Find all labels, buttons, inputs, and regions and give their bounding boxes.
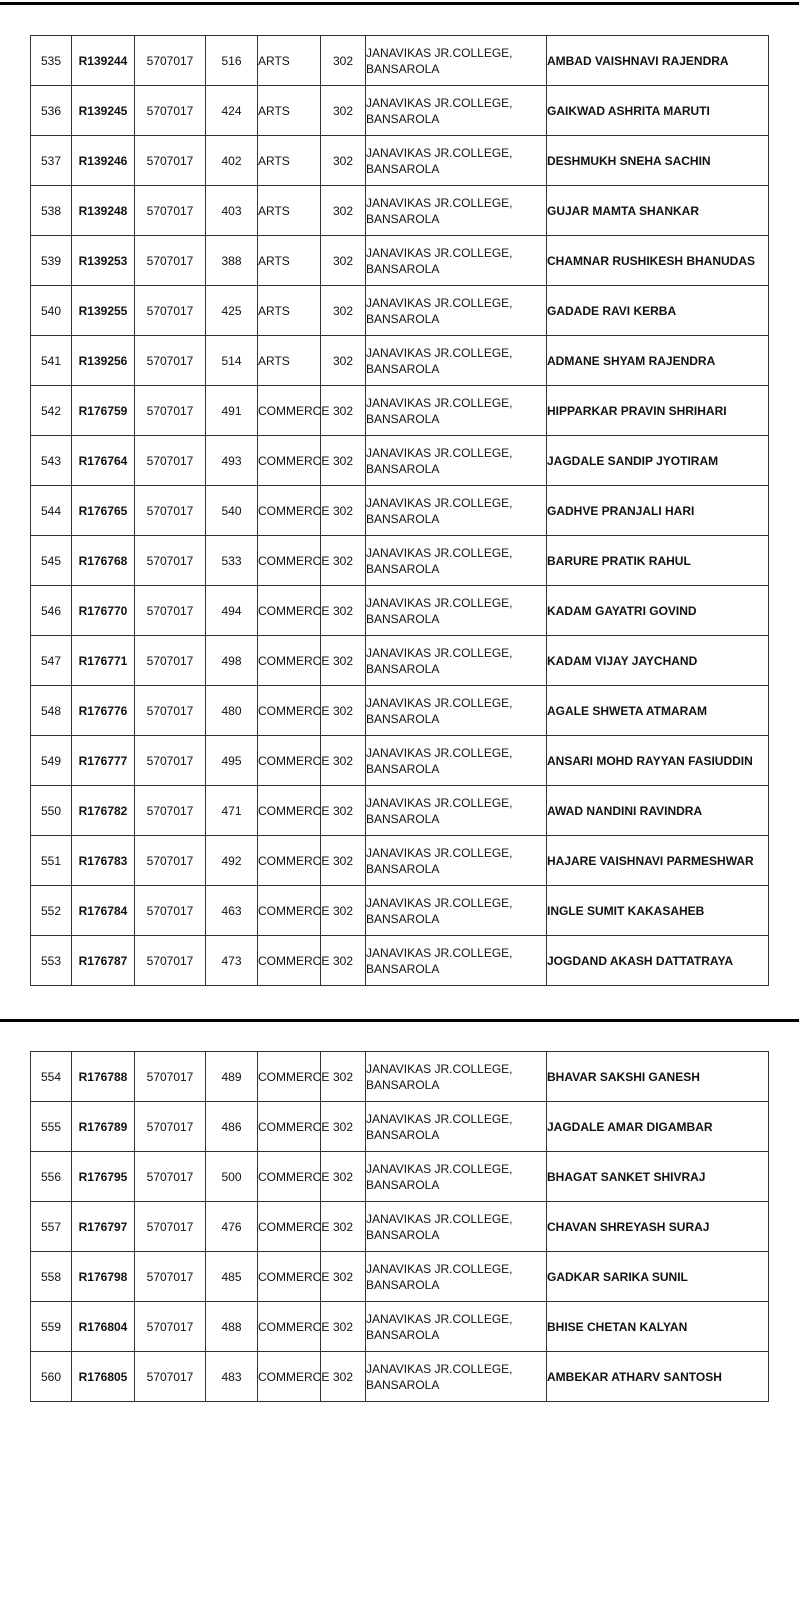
- college-name-line-2: BANSAROLA: [366, 661, 440, 676]
- index-number-cell: 5707017: [135, 486, 206, 536]
- college-name-line-1: JANAVIKAS JR.COLLEGE,: [366, 945, 513, 960]
- stream-cell: COMMERCE: [258, 586, 321, 636]
- index-number-cell: 5707017: [135, 936, 206, 986]
- table-row: [31, 1352, 769, 1402]
- student-name-cell: ANSARI MOHD RAYYAN FASIUDDIN: [547, 736, 769, 786]
- college-name-line-2: BANSAROLA: [366, 411, 440, 426]
- college-name-cell: [366, 1352, 547, 1402]
- college-name-line-1: JANAVIKAS JR.COLLEGE,: [366, 145, 513, 160]
- college-name-line-2: BANSAROLA: [366, 161, 440, 176]
- stream-cell: COMMERCE: [258, 1202, 321, 1252]
- student-name-cell: BARURE PRATIK RAHUL: [547, 536, 769, 586]
- college-code-cell: 302: [321, 1202, 366, 1252]
- stream-cell: COMMERCE: [258, 536, 321, 586]
- college-name-line-2: BANSAROLA: [366, 761, 440, 776]
- seat-number-cell: R139245: [72, 86, 135, 136]
- index-number-cell: 5707017: [135, 736, 206, 786]
- college-name-cell: [366, 886, 547, 936]
- college-code-cell: 302: [321, 436, 366, 486]
- index-number-cell: 5707017: [135, 1152, 206, 1202]
- college-name-line-1: JANAVIKAS JR.COLLEGE,: [366, 295, 513, 310]
- marks-cell: 486: [206, 1102, 258, 1152]
- index-number-cell: 5707017: [135, 336, 206, 386]
- college-name-line-2: BANSAROLA: [366, 511, 440, 526]
- marks-cell: 388: [206, 236, 258, 286]
- seat-number-cell: R176768: [72, 536, 135, 586]
- college-name-line-2: BANSAROLA: [366, 1277, 440, 1292]
- college-code-cell: 302: [321, 86, 366, 136]
- table-row: [31, 1102, 769, 1152]
- serial-number-cell: 557: [31, 1202, 72, 1252]
- college-name-line-2: BANSAROLA: [366, 861, 440, 876]
- marks-cell: 516: [206, 36, 258, 86]
- college-name-line-1: JANAVIKAS JR.COLLEGE,: [366, 595, 513, 610]
- serial-number-cell: 559: [31, 1302, 72, 1352]
- index-number-cell: 5707017: [135, 1352, 206, 1402]
- table-row: [31, 286, 769, 336]
- serial-number-cell: 535: [31, 36, 72, 86]
- college-name-cell: [366, 736, 547, 786]
- college-name-line-1: JANAVIKAS JR.COLLEGE,: [366, 495, 513, 510]
- college-name-line-2: BANSAROLA: [366, 911, 440, 926]
- college-code-cell: 302: [321, 936, 366, 986]
- stream-cell: COMMERCE: [258, 1252, 321, 1302]
- serial-number-cell: 545: [31, 536, 72, 586]
- college-name-cell: [366, 486, 547, 536]
- college-name-line-1: JANAVIKAS JR.COLLEGE,: [366, 1311, 513, 1326]
- college-name-line-1: JANAVIKAS JR.COLLEGE,: [366, 1061, 513, 1076]
- table-row: [31, 1252, 769, 1302]
- college-name-line-2: BANSAROLA: [366, 211, 440, 226]
- index-number-cell: 5707017: [135, 536, 206, 586]
- student-name-cell: JAGDALE AMAR DIGAMBAR: [547, 1102, 769, 1152]
- stream-cell: ARTS: [258, 236, 321, 286]
- serial-number-cell: 554: [31, 1052, 72, 1102]
- student-name-cell: ADMANE SHYAM RAJENDRA: [547, 336, 769, 386]
- seat-number-cell: R176797: [72, 1202, 135, 1252]
- college-name-line-2: BANSAROLA: [366, 711, 440, 726]
- college-code-cell: 302: [321, 136, 366, 186]
- college-name-line-1: JANAVIKAS JR.COLLEGE,: [366, 645, 513, 660]
- seat-number-cell: R139256: [72, 336, 135, 386]
- college-name-line-1: JANAVIKAS JR.COLLEGE,: [366, 45, 513, 60]
- student-name-cell: AMBEKAR ATHARV SANTOSH: [547, 1352, 769, 1402]
- student-name-cell: CHAVAN SHREYASH SURAJ: [547, 1202, 769, 1252]
- marks-cell: 492: [206, 836, 258, 886]
- marks-cell: 480: [206, 686, 258, 736]
- serial-number-cell: 543: [31, 436, 72, 486]
- stream-cell: COMMERCE: [258, 736, 321, 786]
- serial-number-cell: 547: [31, 636, 72, 686]
- college-name-line-1: JANAVIKAS JR.COLLEGE,: [366, 195, 513, 210]
- serial-number-cell: 548: [31, 686, 72, 736]
- college-name-cell: [366, 186, 547, 236]
- seat-number-cell: R176771: [72, 636, 135, 686]
- college-name-line-2: BANSAROLA: [366, 1327, 440, 1342]
- stream-cell: COMMERCE: [258, 436, 321, 486]
- index-number-cell: 5707017: [135, 686, 206, 736]
- page-break-rule: [0, 1019, 799, 1022]
- index-number-cell: 5707017: [135, 1252, 206, 1302]
- index-number-cell: 5707017: [135, 1302, 206, 1352]
- index-number-cell: 5707017: [135, 1202, 206, 1252]
- student-name-cell: GAIKWAD ASHRITA MARUTI: [547, 86, 769, 136]
- index-number-cell: 5707017: [135, 86, 206, 136]
- seat-number-cell: R176770: [72, 586, 135, 636]
- results-table-page-1: [30, 35, 769, 986]
- serial-number-cell: 544: [31, 486, 72, 536]
- student-name-cell: KADAM GAYATRI GOVIND: [547, 586, 769, 636]
- college-name-cell: [366, 1152, 547, 1202]
- index-number-cell: 5707017: [135, 586, 206, 636]
- seat-number-cell: R176777: [72, 736, 135, 786]
- seat-number-cell: R176804: [72, 1302, 135, 1352]
- marks-cell: 473: [206, 936, 258, 986]
- college-name-line-1: JANAVIKAS JR.COLLEGE,: [366, 345, 513, 360]
- college-name-line-1: JANAVIKAS JR.COLLEGE,: [366, 1261, 513, 1276]
- student-name-cell: BHAVAR SAKSHI GANESH: [547, 1052, 769, 1102]
- student-name-cell: GADADE RAVI KERBA: [547, 286, 769, 336]
- marks-cell: 463: [206, 886, 258, 936]
- college-code-cell: 302: [321, 536, 366, 586]
- serial-number-cell: 556: [31, 1152, 72, 1202]
- index-number-cell: 5707017: [135, 836, 206, 886]
- college-name-line-2: BANSAROLA: [366, 1127, 440, 1142]
- college-code-cell: 302: [321, 736, 366, 786]
- serial-number-cell: 549: [31, 736, 72, 786]
- marks-cell: 485: [206, 1252, 258, 1302]
- marks-cell: 533: [206, 536, 258, 586]
- table-row: [31, 386, 769, 436]
- college-code-cell: 302: [321, 336, 366, 386]
- table-row: [31, 236, 769, 286]
- marks-cell: 498: [206, 636, 258, 686]
- student-name-cell: AMBAD VAISHNAVI RAJENDRA: [547, 36, 769, 86]
- college-name-cell: [366, 136, 547, 186]
- college-name-line-2: BANSAROLA: [366, 361, 440, 376]
- seat-number-cell: R176765: [72, 486, 135, 536]
- college-code-cell: 302: [321, 886, 366, 936]
- marks-cell: 495: [206, 736, 258, 786]
- student-name-cell: JAGDALE SANDIP JYOTIRAM: [547, 436, 769, 486]
- index-number-cell: 5707017: [135, 36, 206, 86]
- index-number-cell: 5707017: [135, 186, 206, 236]
- index-number-cell: 5707017: [135, 1052, 206, 1102]
- table-row: [31, 36, 769, 86]
- college-name-cell: [366, 1202, 547, 1252]
- college-name-line-1: JANAVIKAS JR.COLLEGE,: [366, 795, 513, 810]
- stream-cell: COMMERCE: [258, 936, 321, 986]
- college-name-line-1: JANAVIKAS JR.COLLEGE,: [366, 1161, 513, 1176]
- marks-cell: 488: [206, 1302, 258, 1352]
- serial-number-cell: 539: [31, 236, 72, 286]
- seat-number-cell: R176764: [72, 436, 135, 486]
- table-row: [31, 1302, 769, 1352]
- serial-number-cell: 546: [31, 586, 72, 636]
- college-code-cell: 302: [321, 636, 366, 686]
- stream-cell: COMMERCE: [258, 886, 321, 936]
- student-name-cell: DESHMUKH SNEHA SACHIN: [547, 136, 769, 186]
- seat-number-cell: R139246: [72, 136, 135, 186]
- table-row: [31, 486, 769, 536]
- marks-cell: 476: [206, 1202, 258, 1252]
- table-row: [31, 586, 769, 636]
- college-code-cell: 302: [321, 586, 366, 636]
- index-number-cell: 5707017: [135, 386, 206, 436]
- college-code-cell: 302: [321, 786, 366, 836]
- serial-number-cell: 550: [31, 786, 72, 836]
- college-name-cell: [366, 536, 547, 586]
- college-code-cell: 302: [321, 1052, 366, 1102]
- stream-cell: COMMERCE: [258, 636, 321, 686]
- college-name-line-1: JANAVIKAS JR.COLLEGE,: [366, 845, 513, 860]
- stream-cell: ARTS: [258, 336, 321, 386]
- student-name-cell: HIPPARKAR PRAVIN SHRIHARI: [547, 386, 769, 436]
- college-name-cell: [366, 1052, 547, 1102]
- serial-number-cell: 537: [31, 136, 72, 186]
- seat-number-cell: R139244: [72, 36, 135, 86]
- student-name-cell: GADHVE PRANJALI HARI: [547, 486, 769, 536]
- college-name-line-1: JANAVIKAS JR.COLLEGE,: [366, 95, 513, 110]
- student-name-cell: CHAMNAR RUSHIKESH BHANUDAS: [547, 236, 769, 286]
- index-number-cell: 5707017: [135, 236, 206, 286]
- index-number-cell: 5707017: [135, 636, 206, 686]
- marks-cell: 471: [206, 786, 258, 836]
- index-number-cell: 5707017: [135, 886, 206, 936]
- college-name-line-2: BANSAROLA: [366, 461, 440, 476]
- college-name-cell: [366, 86, 547, 136]
- seat-number-cell: R176795: [72, 1152, 135, 1202]
- stream-cell: COMMERCE: [258, 1152, 321, 1202]
- stream-cell: COMMERCE: [258, 486, 321, 536]
- seat-number-cell: R176783: [72, 836, 135, 886]
- stream-cell: COMMERCE: [258, 1102, 321, 1152]
- college-name-cell: [366, 1102, 547, 1152]
- college-code-cell: 302: [321, 1352, 366, 1402]
- marks-cell: 425: [206, 286, 258, 336]
- college-name-line-1: JANAVIKAS JR.COLLEGE,: [366, 445, 513, 460]
- seat-number-cell: R176784: [72, 886, 135, 936]
- serial-number-cell: 536: [31, 86, 72, 136]
- student-name-cell: BHISE CHETAN KALYAN: [547, 1302, 769, 1352]
- table-row: [31, 336, 769, 386]
- seat-number-cell: R176789: [72, 1102, 135, 1152]
- college-name-cell: [366, 586, 547, 636]
- serial-number-cell: 540: [31, 286, 72, 336]
- results-table-page-2: [30, 1051, 769, 1402]
- index-number-cell: 5707017: [135, 436, 206, 486]
- college-name-line-2: BANSAROLA: [366, 111, 440, 126]
- serial-number-cell: 552: [31, 886, 72, 936]
- table-row: [31, 736, 769, 786]
- marks-cell: 500: [206, 1152, 258, 1202]
- serial-number-cell: 558: [31, 1252, 72, 1302]
- student-name-cell: INGLE SUMIT KAKASAHEB: [547, 886, 769, 936]
- table-row: [31, 86, 769, 136]
- college-code-cell: 302: [321, 1302, 366, 1352]
- college-name-cell: [366, 36, 547, 86]
- table-row: [31, 1152, 769, 1202]
- college-name-cell: [366, 236, 547, 286]
- college-name-cell: [366, 386, 547, 436]
- index-number-cell: 5707017: [135, 1102, 206, 1152]
- college-name-cell: [366, 436, 547, 486]
- table-row: [31, 886, 769, 936]
- college-code-cell: 302: [321, 36, 366, 86]
- college-name-line-2: BANSAROLA: [366, 1077, 440, 1092]
- marks-cell: 424: [206, 86, 258, 136]
- serial-number-cell: 551: [31, 836, 72, 886]
- college-code-cell: 302: [321, 286, 366, 336]
- marks-cell: 540: [206, 486, 258, 536]
- serial-number-cell: 542: [31, 386, 72, 436]
- college-name-cell: [366, 786, 547, 836]
- college-code-cell: 302: [321, 386, 366, 436]
- college-name-cell: [366, 286, 547, 336]
- table-row: [31, 836, 769, 886]
- marks-cell: 402: [206, 136, 258, 186]
- college-code-cell: 302: [321, 1152, 366, 1202]
- index-number-cell: 5707017: [135, 286, 206, 336]
- table-row: [31, 936, 769, 986]
- college-code-cell: 302: [321, 836, 366, 886]
- college-name-line-2: BANSAROLA: [366, 311, 440, 326]
- college-name-cell: [366, 1252, 547, 1302]
- table-row: [31, 136, 769, 186]
- seat-number-cell: R176787: [72, 936, 135, 986]
- college-name-line-1: JANAVIKAS JR.COLLEGE,: [366, 1211, 513, 1226]
- stream-cell: COMMERCE: [258, 836, 321, 886]
- seat-number-cell: R176788: [72, 1052, 135, 1102]
- college-name-line-2: BANSAROLA: [366, 561, 440, 576]
- seat-number-cell: R139248: [72, 186, 135, 236]
- college-name-line-1: JANAVIKAS JR.COLLEGE,: [366, 1361, 513, 1376]
- seat-number-cell: R139253: [72, 236, 135, 286]
- seat-number-cell: R176759: [72, 386, 135, 436]
- table-row: [31, 786, 769, 836]
- table-row: [31, 1052, 769, 1102]
- student-name-cell: GUJAR MAMTA SHANKAR: [547, 186, 769, 236]
- college-name-line-1: JANAVIKAS JR.COLLEGE,: [366, 395, 513, 410]
- marks-cell: 403: [206, 186, 258, 236]
- stream-cell: ARTS: [258, 186, 321, 236]
- serial-number-cell: 560: [31, 1352, 72, 1402]
- college-code-cell: 302: [321, 686, 366, 736]
- seat-number-cell: R176782: [72, 786, 135, 836]
- serial-number-cell: 553: [31, 936, 72, 986]
- college-name-line-2: BANSAROLA: [366, 1177, 440, 1192]
- table-row: [31, 186, 769, 236]
- serial-number-cell: 538: [31, 186, 72, 236]
- seat-number-cell: R176776: [72, 686, 135, 736]
- college-name-cell: [366, 936, 547, 986]
- marks-cell: 489: [206, 1052, 258, 1102]
- marks-cell: 493: [206, 436, 258, 486]
- college-name-line-1: JANAVIKAS JR.COLLEGE,: [366, 695, 513, 710]
- college-name-line-1: JANAVIKAS JR.COLLEGE,: [366, 1111, 513, 1126]
- marks-cell: 483: [206, 1352, 258, 1402]
- stream-cell: COMMERCE: [258, 686, 321, 736]
- table-row: [31, 436, 769, 486]
- stream-cell: COMMERCE: [258, 1052, 321, 1102]
- index-number-cell: 5707017: [135, 786, 206, 836]
- seat-number-cell: R176798: [72, 1252, 135, 1302]
- table-row: [31, 686, 769, 736]
- college-name-cell: [366, 636, 547, 686]
- marks-cell: 491: [206, 386, 258, 436]
- student-name-cell: HAJARE VAISHNAVI PARMESHWAR: [547, 836, 769, 886]
- college-name-line-1: JANAVIKAS JR.COLLEGE,: [366, 895, 513, 910]
- college-name-cell: [366, 1302, 547, 1352]
- college-name-line-1: JANAVIKAS JR.COLLEGE,: [366, 745, 513, 760]
- seat-number-cell: R139255: [72, 286, 135, 336]
- college-name-line-2: BANSAROLA: [366, 1227, 440, 1242]
- college-name-cell: [366, 836, 547, 886]
- seat-number-cell: R176805: [72, 1352, 135, 1402]
- stream-cell: COMMERCE: [258, 786, 321, 836]
- serial-number-cell: 541: [31, 336, 72, 386]
- college-name-line-1: JANAVIKAS JR.COLLEGE,: [366, 245, 513, 260]
- stream-cell: COMMERCE: [258, 1302, 321, 1352]
- college-name-line-2: BANSAROLA: [366, 611, 440, 626]
- college-name-line-2: BANSAROLA: [366, 811, 440, 826]
- stream-cell: COMMERCE: [258, 1352, 321, 1402]
- table-row: [31, 536, 769, 586]
- stream-cell: ARTS: [258, 86, 321, 136]
- college-name-cell: [366, 686, 547, 736]
- college-code-cell: 302: [321, 186, 366, 236]
- index-number-cell: 5707017: [135, 136, 206, 186]
- stream-cell: ARTS: [258, 286, 321, 336]
- college-name-line-2: BANSAROLA: [366, 961, 440, 976]
- student-name-cell: BHAGAT SANKET SHIVRAJ: [547, 1152, 769, 1202]
- student-name-cell: GADKAR SARIKA SUNIL: [547, 1252, 769, 1302]
- college-name-line-1: JANAVIKAS JR.COLLEGE,: [366, 545, 513, 560]
- student-name-cell: AGALE SHWETA ATMARAM: [547, 686, 769, 736]
- stream-cell: ARTS: [258, 136, 321, 186]
- college-name-line-2: BANSAROLA: [366, 1377, 440, 1392]
- college-code-cell: 302: [321, 486, 366, 536]
- college-code-cell: 302: [321, 1252, 366, 1302]
- college-code-cell: 302: [321, 236, 366, 286]
- serial-number-cell: 555: [31, 1102, 72, 1152]
- table-row: [31, 1202, 769, 1252]
- table-row: [31, 636, 769, 686]
- marks-cell: 514: [206, 336, 258, 386]
- student-name-cell: KADAM VIJAY JAYCHAND: [547, 636, 769, 686]
- college-name-line-2: BANSAROLA: [366, 61, 440, 76]
- college-name-cell: [366, 336, 547, 386]
- stream-cell: COMMERCE: [258, 386, 321, 436]
- student-name-cell: JOGDAND AKASH DATTATRAYA: [547, 936, 769, 986]
- page-top-rule: [0, 2, 799, 5]
- stream-cell: ARTS: [258, 36, 321, 86]
- college-code-cell: 302: [321, 1102, 366, 1152]
- student-name-cell: AWAD NANDINI RAVINDRA: [547, 786, 769, 836]
- college-name-line-2: BANSAROLA: [366, 261, 440, 276]
- marks-cell: 494: [206, 586, 258, 636]
